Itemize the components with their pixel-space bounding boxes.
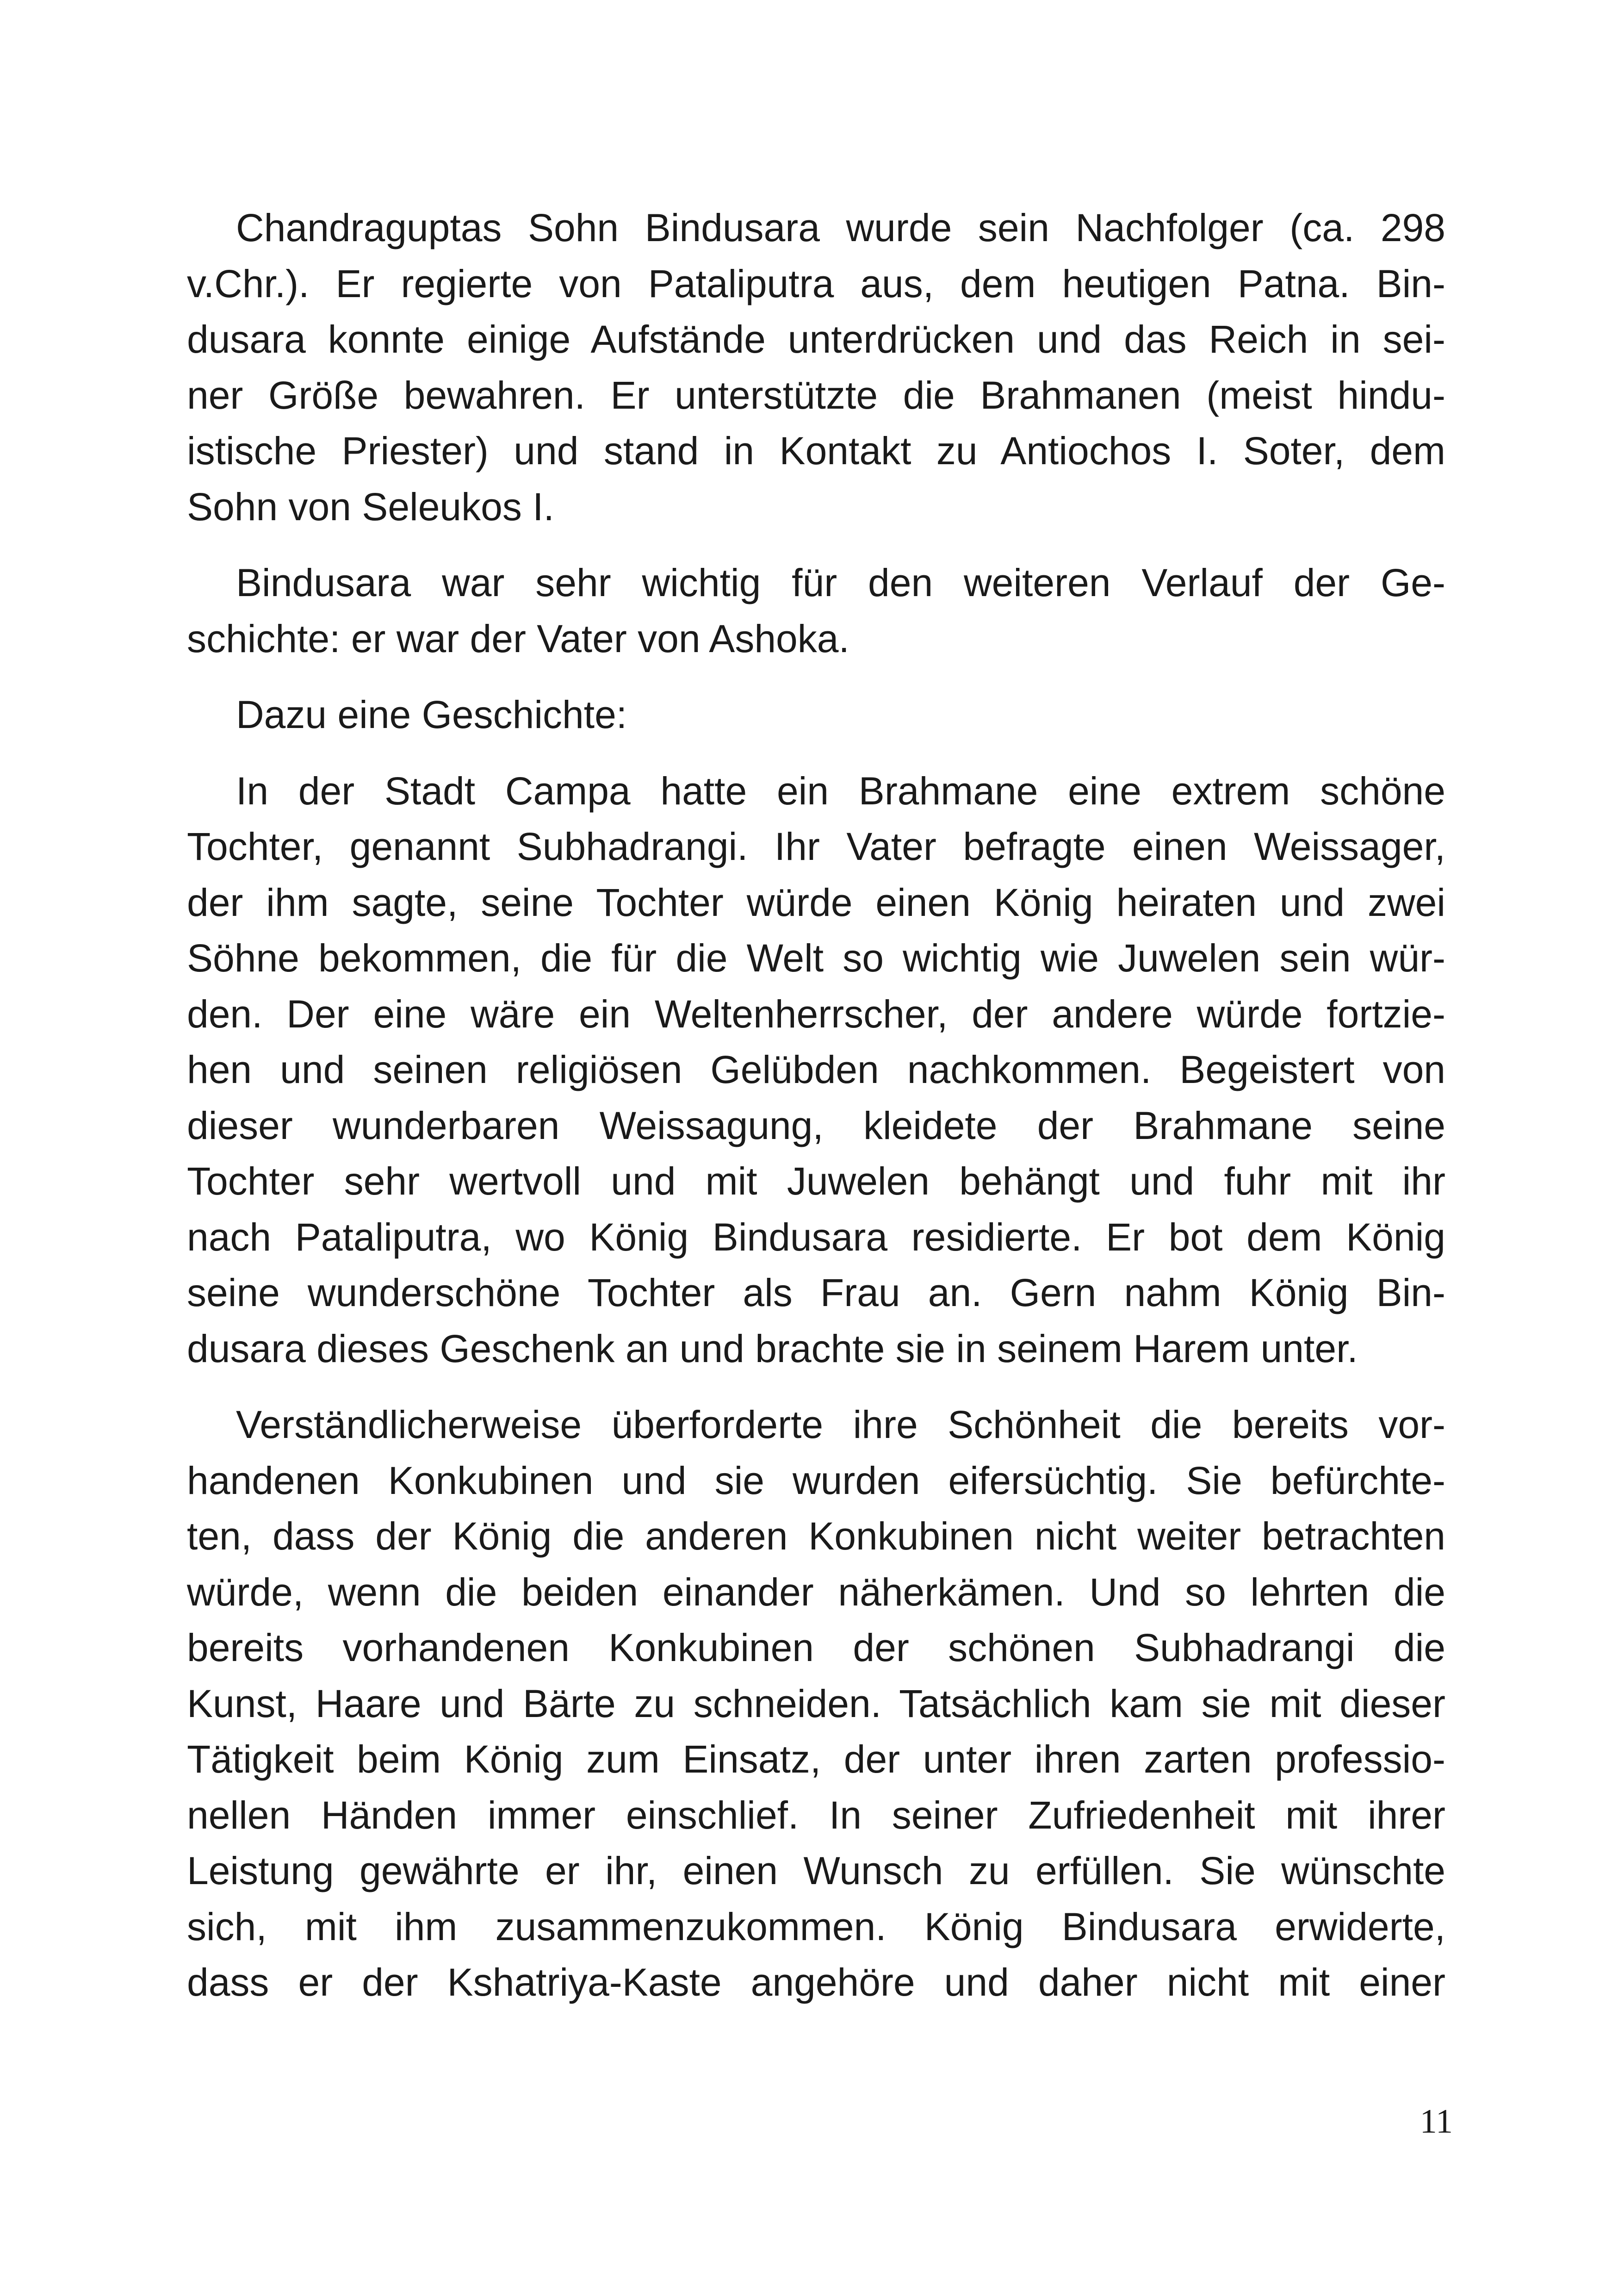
text-line: würde, wenn die beiden einander näherkämen. Und so lehrten die — [187, 1570, 1445, 1614]
text-line: ten, dass der König die anderen Konkubinen nicht weiter betrachten — [187, 1514, 1445, 1558]
text-line: den. Der eine wäre ein Weltenherrscher, der andere würde fortzie- — [187, 992, 1445, 1036]
text-line: In der Stadt Campa hatte ein Brahmane eine extrem schöne — [236, 769, 1445, 813]
text-line: ner Größe bewahren. Er unterstützte die Brahmanen (meist hindu- — [187, 373, 1445, 417]
text-line: hen und seinen religiösen Gelübden nachkommen. Begeistert von — [187, 1048, 1445, 1091]
text-line: handenen Konkubinen und sie wurden eifersüchtig. Sie befürchte- — [187, 1458, 1445, 1502]
text-line: nach Pataliputra, wo König Bindusara residierte. Er bot dem König — [187, 1215, 1445, 1259]
paragraph-1 — [187, 200, 1445, 535]
text-line: istische Priester) und stand in Kontakt zu Antiochos I. Soter, dem — [187, 429, 1445, 473]
text-line: Söhne bekommen, die für die Welt so wichtig wie Juwelen sein wür- — [187, 936, 1445, 980]
text-line: dass er der Kshatriya-Kaste angehöre und daher nicht mit einer — [187, 1960, 1445, 2004]
page-number: 11 — [1420, 2103, 1453, 2140]
text-line: Tochter, genannt Subhadrangi. Ihr Vater befragte einen Weissager, — [187, 825, 1445, 868]
text-line: Bindusara war sehr wichtig für den weiteren Verlauf der Ge- — [236, 561, 1445, 604]
text-line: seine wunderschöne Tochter als Frau an. Gern nahm König Bin- — [187, 1271, 1445, 1314]
text-line: Tochter sehr wertvoll und mit Juwelen behängt und fuhr mit ihr — [187, 1159, 1445, 1203]
text-line: dusara dieses Geschenk an und brachte sie in seinem Harem unter. — [187, 1326, 1358, 1370]
text-line: nellen Händen immer einschlief. In seiner Zufriedenheit mit ihrer — [187, 1793, 1445, 1837]
text-line: der ihm sagte, seine Tochter würde einen König heiraten und zwei — [187, 880, 1445, 924]
text-line: Tätigkeit beim König zum Einsatz, der unter ihren zarten professio- — [187, 1737, 1445, 1781]
text-line: schichte: er war der Vater von Ashoka. — [187, 616, 849, 660]
text-line: Verständlicherweise überforderte ihre Schönheit die bereits vor- — [236, 1403, 1445, 1446]
paragraph-3 — [187, 687, 1445, 743]
text-line: Leistung gewährte er ihr, einen Wunsch zu erfüllen. Sie wünschte — [187, 1849, 1445, 1892]
text-line: dieser wunderbaren Weissagung, kleidete der Brahmane seine — [187, 1103, 1445, 1147]
paragraph-4 — [187, 763, 1445, 1377]
text-line: Sohn von Seleukos I. — [187, 485, 554, 529]
text-line: Dazu eine Geschichte: — [236, 693, 627, 736]
text-line: sich, mit ihm zusammenzukommen. König Bindusara erwiderte, — [187, 1904, 1445, 1948]
text-line: Kunst, Haare und Bärte zu schneiden. Tatsächlich kam sie mit dieser — [187, 1681, 1445, 1725]
text-line: v.Chr.). Er regierte von Pataliputra aus, dem heutigen Patna. Bin- — [187, 261, 1445, 305]
body-text — [187, 200, 1445, 2031]
text-line: dusara konnte einige Aufstände unterdrücken und das Reich in sei- — [187, 317, 1445, 361]
paragraph-2 — [187, 555, 1445, 666]
text-line: bereits vorhandenen Konkubinen der schönen Subhadrangi die — [187, 1626, 1445, 1669]
paragraph-5 — [187, 1397, 1445, 2010]
text-line: Chandraguptas Sohn Bindusara wurde sein Nachfolger (ca. 298 — [236, 206, 1445, 249]
